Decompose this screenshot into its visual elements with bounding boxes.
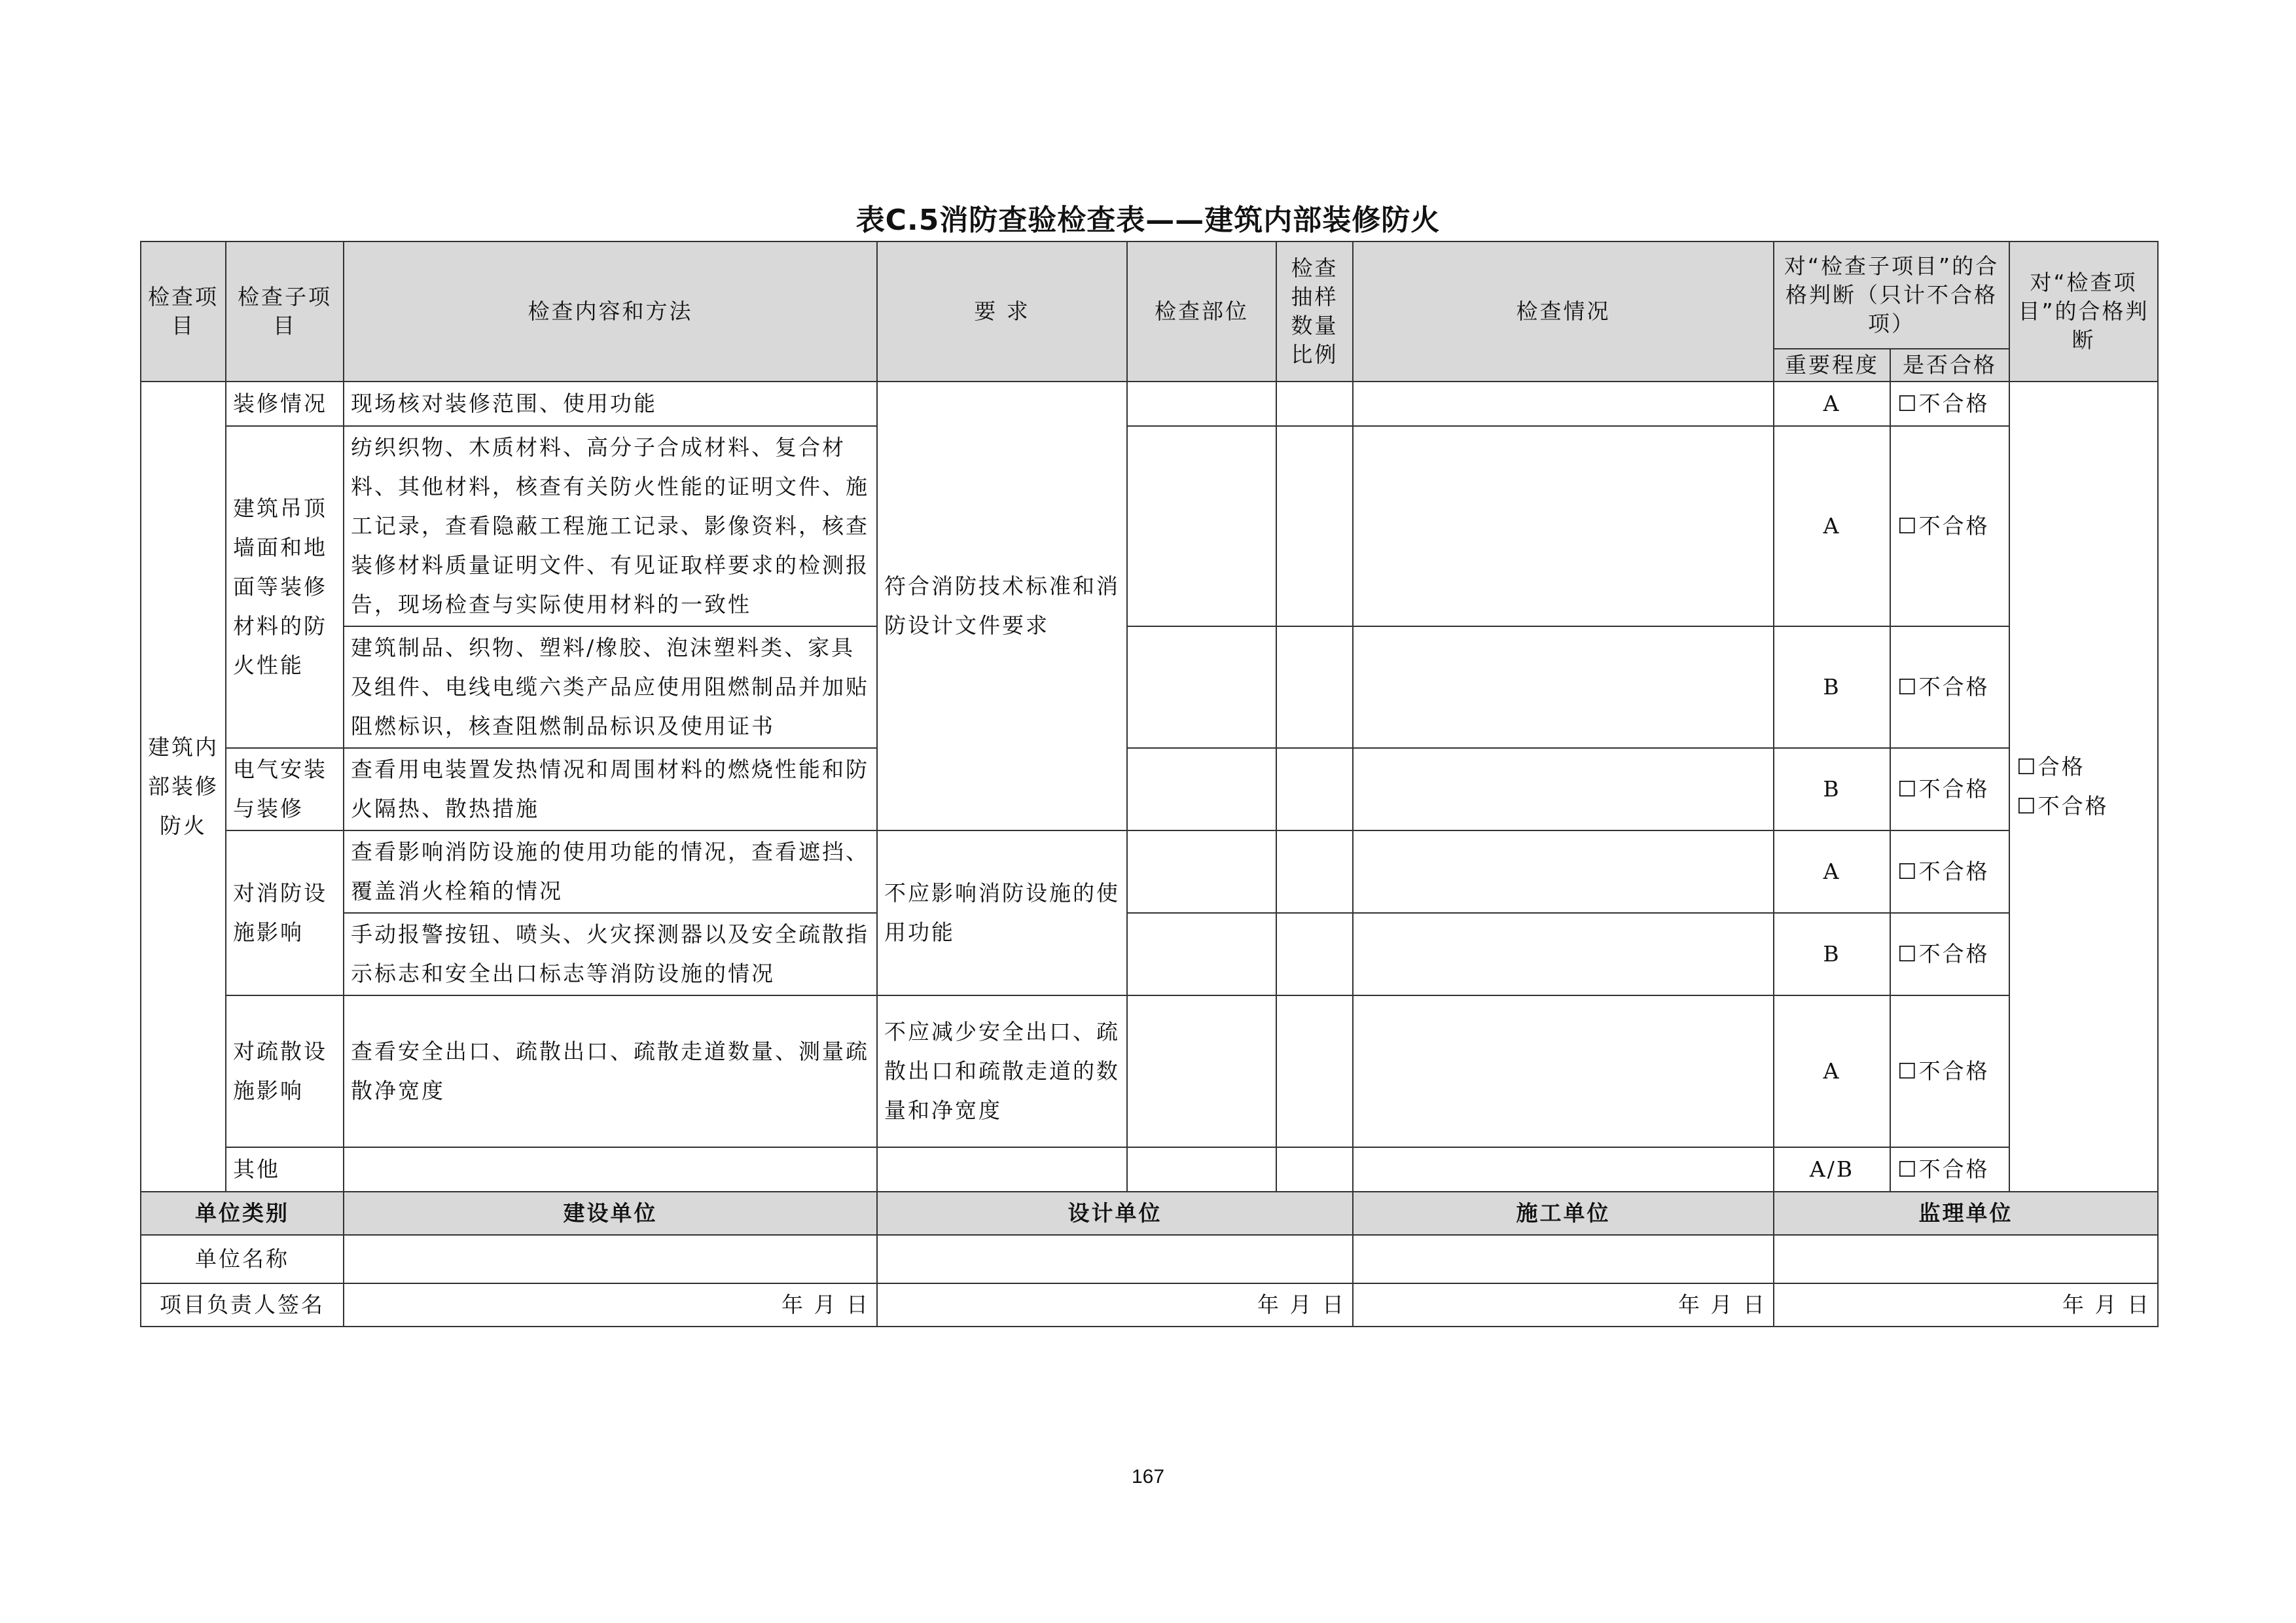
importance-cell: A	[1774, 830, 1890, 913]
signature-date[interactable]: 年 月 日	[1774, 1283, 2158, 1327]
importance-cell: A	[1774, 426, 1890, 626]
qualified-checkbox[interactable]: ☐不合格	[1890, 382, 2009, 426]
requirement-cell: 符合消防技术标准和消防设计文件要求	[877, 382, 1127, 830]
status-cell[interactable]	[1353, 748, 1774, 830]
importance-cell: A	[1774, 382, 1890, 426]
location-cell[interactable]	[1127, 748, 1276, 830]
item-name: 建筑内部装修防火	[148, 734, 219, 838]
importance-cell: A/B	[1774, 1147, 1890, 1192]
content-cell: 手动报警按钮、喷头、火灾探测器以及安全疏散指示标志和安全出口标志等消防设施的情况	[344, 913, 877, 995]
sampling-cell[interactable]	[1276, 913, 1353, 995]
unqualified-option[interactable]: ☐不合格	[2017, 793, 2109, 819]
location-cell[interactable]	[1127, 1147, 1276, 1192]
importance-cell: B	[1774, 748, 1890, 830]
page-number: 167	[1131, 1466, 1165, 1488]
importance-cell: B	[1774, 913, 1890, 995]
location-cell[interactable]	[1127, 995, 1276, 1147]
header-item-judgement: 对“检查项目”的合格判断	[2009, 241, 2158, 382]
sampling-cell[interactable]	[1276, 382, 1353, 426]
qualified-checkbox[interactable]: ☐不合格	[1890, 995, 2009, 1147]
content-cell: 纺织织物、木质材料、高分子合成材料、复合材料、其他材料，核查有关防火性能的证明文件、施工记录，查看隐蔽工程施工记录、影像资料，核查装修材料质量证明文件、有见证取样要求的检测报告，现场检查与实际使用材料的一致性	[344, 426, 877, 626]
header-qualified: 是否合格	[1890, 349, 2009, 382]
header-requirement: 要 求	[877, 241, 1127, 382]
content-cell: 现场核对装修范围、使用功能	[344, 382, 877, 426]
sampling-cell[interactable]	[1276, 830, 1353, 913]
qualified-checkbox[interactable]: ☐不合格	[1890, 913, 2009, 995]
location-cell[interactable]	[1127, 830, 1276, 913]
content-cell: 查看用电装置发热情况和周围材料的燃烧性能和防火隔热、散热措施	[344, 748, 877, 830]
qualified-option[interactable]: ☐合格	[2017, 754, 2085, 779]
importance-cell: A	[1774, 995, 1890, 1147]
header-importance: 重要程度	[1774, 349, 1890, 382]
sampling-cell[interactable]	[1276, 1147, 1353, 1192]
sampling-cell[interactable]	[1276, 748, 1353, 830]
qualified-checkbox[interactable]: ☐不合格	[1890, 626, 2009, 748]
unit-name-field[interactable]	[1353, 1235, 1774, 1283]
item-name-cell	[141, 382, 226, 1192]
qualified-checkbox[interactable]: ☐不合格	[1890, 1147, 2009, 1192]
importance-cell: B	[1774, 626, 1890, 748]
qualified-checkbox[interactable]: ☐不合格	[1890, 426, 2009, 626]
header-sub-judgement: 对“检查子项目”的合格判断（只计不合格项）	[1774, 241, 2009, 349]
content-cell: 查看安全出口、疏散出口、疏散走道数量、测量疏散净宽度	[344, 995, 877, 1147]
unit-supervision: 监理单位	[1774, 1192, 2158, 1235]
subitem-cell: 对消防设施影响	[226, 830, 344, 995]
unit-name-field[interactable]	[877, 1235, 1353, 1283]
signature-date[interactable]: 年 月 日	[1353, 1283, 1774, 1327]
sampling-cell[interactable]	[1276, 626, 1353, 748]
subitem-cell: 其他	[226, 1147, 344, 1192]
status-cell[interactable]	[1353, 995, 1774, 1147]
page-title: 表C.5消防查验检查表——建筑内部装修防火	[855, 204, 1441, 237]
subitem-cell: 建筑吊顶墙面和地面等装修材料的防火性能	[226, 426, 344, 748]
unit-name-field[interactable]	[344, 1235, 877, 1283]
sampling-cell[interactable]	[1276, 426, 1353, 626]
status-cell[interactable]	[1353, 626, 1774, 748]
content-cell: 建筑制品、织物、塑料/橡胶、泡沫塑料类、家具及组件、电线电缆六类产品应使用阻燃制品并加贴阻燃标识，核查阻燃制品标识及使用证书	[344, 626, 877, 748]
status-cell[interactable]	[1353, 426, 1774, 626]
sampling-cell[interactable]	[1276, 995, 1353, 1147]
qualified-checkbox[interactable]: ☐不合格	[1890, 748, 2009, 830]
header-sampling: 检查抽样数量比例	[1276, 241, 1353, 382]
subitem-cell: 对疏散设施影响	[226, 995, 344, 1147]
status-cell[interactable]	[1353, 1147, 1774, 1192]
location-cell[interactable]	[1127, 913, 1276, 995]
unit-name-field[interactable]	[1774, 1235, 2158, 1283]
qualified-checkbox[interactable]: ☐不合格	[1890, 830, 2009, 913]
requirement-cell: 不应影响消防设施的使用功能	[877, 830, 1127, 995]
signature-date[interactable]: 年 月 日	[344, 1283, 877, 1327]
content-cell	[344, 1147, 877, 1192]
unit-construction: 建设单位	[344, 1192, 877, 1235]
header-content: 检查内容和方法	[344, 241, 877, 382]
signature-label: 项目负责人签名	[141, 1283, 344, 1327]
header-subitem: 检查子项目	[226, 241, 344, 382]
unit-type-label: 单位类别	[141, 1192, 344, 1235]
requirement-cell: 不应减少安全出口、疏散出口和疏散走道的数量和净宽度	[877, 995, 1127, 1147]
status-cell[interactable]	[1353, 382, 1774, 426]
item-judgement-cell	[2009, 382, 2158, 1192]
header-location: 检查部位	[1127, 241, 1276, 382]
unit-name-label: 单位名称	[141, 1235, 344, 1283]
subitem-cell: 电气安装与装修	[226, 748, 344, 830]
status-cell[interactable]	[1353, 830, 1774, 913]
location-cell[interactable]	[1127, 426, 1276, 626]
subitem-cell: 装修情况	[226, 382, 344, 426]
header-item: 检查项目	[141, 241, 226, 382]
signature-date[interactable]: 年 月 日	[877, 1283, 1353, 1327]
unit-design: 设计单位	[877, 1192, 1353, 1235]
unit-builder: 施工单位	[1353, 1192, 1774, 1235]
location-cell[interactable]	[1127, 626, 1276, 748]
header-status: 检查情况	[1353, 241, 1774, 382]
inspection-table	[140, 241, 2159, 1327]
content-cell: 查看影响消防设施的使用功能的情况，查看遮挡、覆盖消火栓箱的情况	[344, 830, 877, 913]
requirement-cell	[877, 1147, 1127, 1192]
status-cell[interactable]	[1353, 913, 1774, 995]
location-cell[interactable]	[1127, 382, 1276, 426]
